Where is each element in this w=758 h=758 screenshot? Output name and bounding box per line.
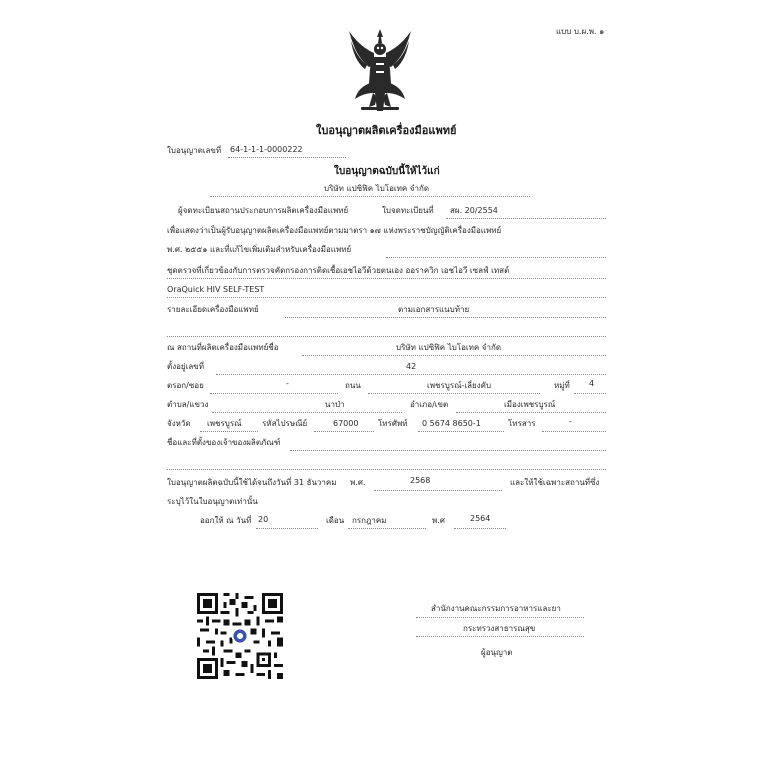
fax-value: - <box>569 417 572 426</box>
postal-value: 67000 <box>333 419 359 428</box>
postal-label: รหัสไปรษณีย์ <box>262 419 308 428</box>
issued-to-heading: ใบอนุญาตฉบับนี้ให้ไว้แก่ <box>334 166 440 177</box>
license-no-label: ใบอนุญาตเลขที่ <box>167 146 222 155</box>
statement-line-2: พ.ศ. ๒๕๕๑ และที่แก้ไขเพิ่มเติมสำหรับเครื่องมือแพทย์ <box>167 245 352 254</box>
fax-label: โทรสาร <box>508 419 536 428</box>
registration-cert-label: ใบจดทะเบียนที่ <box>382 206 434 215</box>
province-label: จังหวัด <box>167 419 191 428</box>
device-description: ชุดตรวจที่เกี่ยวข้องกับการตรวจคัดกรองการติดเชื้อเอชไอวีด้วยตนเอง ออราควิก เอชไอวี เซลฟ์ เทสต์ <box>167 266 510 275</box>
brand-owner-label: ชื่อและที่ตั้งของเจ้าของผลิตภัณฑ์ <box>167 438 281 447</box>
signature-role: ผู้อนุญาต <box>481 648 513 657</box>
signature-ministry: กระทรวงสาธารณสุข <box>463 624 536 633</box>
validity-year-label: พ.ศ. <box>350 478 366 487</box>
road-value: เพชรบูรณ์-เลี่ยงคับ <box>427 381 492 390</box>
tambon-value: นาป่า <box>325 400 345 409</box>
validity-tail: และให้ใช้เฉพาะสถานที่ซึ่ง <box>510 478 600 487</box>
issue-date-label: ออกให้ ณ วันที่ <box>200 516 252 525</box>
validity-label: ใบอนุญาตผลิตฉบับนี้ใช้ได้จนถึงวันที่ 31 ธันวาคม <box>167 478 337 487</box>
moo-value: 4 <box>589 379 595 388</box>
road-label: ถนน <box>345 381 361 390</box>
form-code: แบบ บ.ผ.พ. ๑ <box>556 27 605 36</box>
company-name: บริษัท แปซิฟิค ไบโอเทค จำกัด <box>324 184 430 193</box>
details-label: รายละเอียดเครื่องมือแพทย์ <box>167 305 259 314</box>
phone-value: 0 5674 8650-1 <box>422 419 481 428</box>
province-value: เพชรบูรณ์ <box>207 419 242 428</box>
soi-label: ตรอก/ซอย <box>167 381 204 390</box>
issue-day: 20 <box>258 515 269 524</box>
amphoe-label: อำเภอ/เขต <box>410 400 449 409</box>
registration-cert-no: สผ. 20/2554 <box>450 206 498 215</box>
issue-year: 2564 <box>470 514 491 523</box>
validity-line-2: ระบุไว้ในใบอนุญาตเท่านั้น <box>167 497 258 506</box>
site-value: บริษัท แปซิฟิค ไบโอเทค จำกัด <box>396 343 502 352</box>
amphoe-value: เมืองเพชรบูรณ์ <box>504 400 556 409</box>
soi-value: - <box>286 379 289 388</box>
document-title: ใบอนุญาตผลิตเครื่องมือแพทย์ <box>316 124 457 137</box>
phone-label: โทรศัพท์ <box>378 419 408 428</box>
garuda-emblem-icon <box>347 27 413 113</box>
qr-code-icon <box>197 589 283 683</box>
device-name: OraQuick HIV SELF-TEST <box>167 285 265 294</box>
signature-org: สำนักงานคณะกรรมการอาหารและยา <box>431 604 561 613</box>
site-label: ณ สถานที่ผลิตเครื่องมือแพทย์ชื่อ <box>167 343 279 352</box>
statement-line-1: เพื่อแสดงว่าเป็นผู้รับอนุญาตผลิตเครื่องมือแพทย์ตามมาตรา ๑๗ แห่งพระราชบัญญัติเครื่องมือแพทย์ <box>167 226 502 235</box>
license-no: 64-1-1-1-0000222 <box>230 145 303 154</box>
moo-label: หมู่ที่ <box>554 381 570 390</box>
address-no: 42 <box>406 362 417 371</box>
validity-year: 2568 <box>410 476 431 485</box>
issue-year-label: พ.ศ <box>432 516 445 525</box>
registration-label: ผู้จดทะเบียนสถานประกอบการผลิตเครื่องมือแพทย์ <box>178 206 349 215</box>
issue-month: กรกฎาคม <box>352 516 387 525</box>
tambon-label: ตำบล/แขวง <box>167 400 209 409</box>
details-value: ตามเอกสารแนบท้าย <box>398 305 470 314</box>
issue-month-label: เดือน <box>326 516 345 525</box>
address-no-label: ตั้งอยู่เลขที่ <box>167 362 204 371</box>
